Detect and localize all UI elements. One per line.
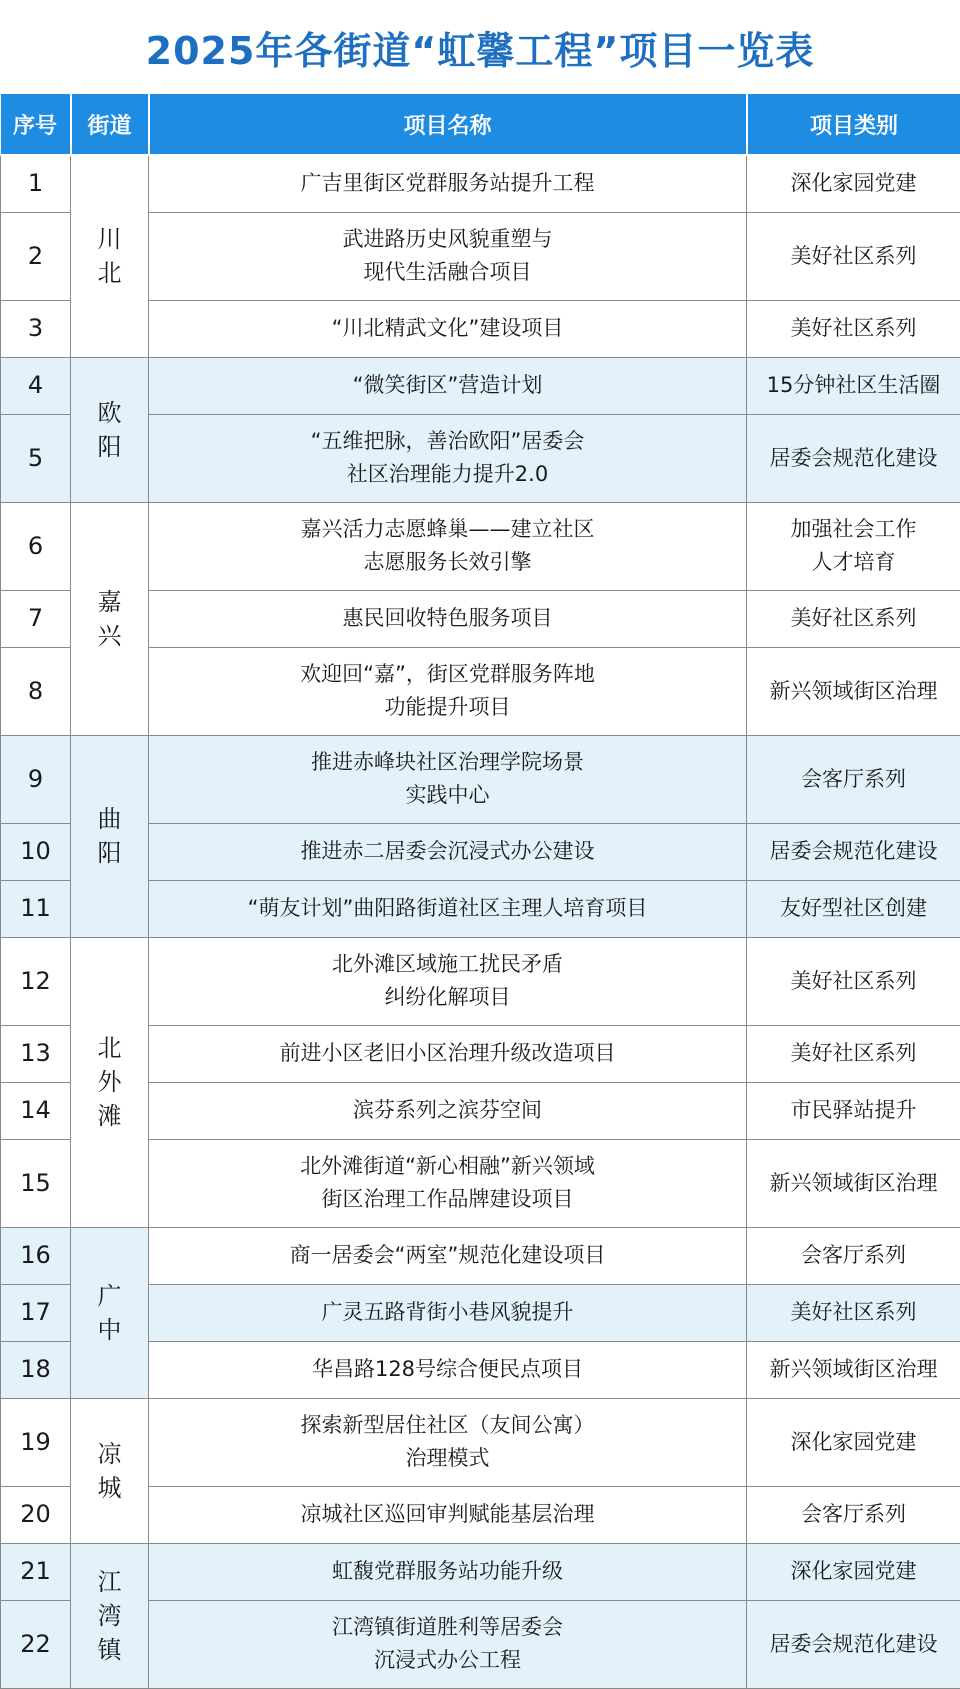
project-name-line: “微笑街区”营造计划 xyxy=(149,369,746,402)
page-title: 2025年各街道“虹馨工程”项目一览表 xyxy=(0,0,960,94)
project-category xyxy=(747,357,960,414)
project-category-line: 友好型社区创建 xyxy=(747,892,960,925)
project-name xyxy=(149,1025,747,1082)
row-number: 6 xyxy=(1,502,71,590)
project-name-line: “萌友计划”曲阳路街道社区主理人培育项目 xyxy=(149,892,746,925)
street-name xyxy=(71,1227,149,1398)
row-number: 9 xyxy=(1,735,71,823)
project-category-line: 加强社会工作 xyxy=(747,513,960,546)
project-name xyxy=(149,1486,747,1543)
project-category xyxy=(747,212,960,300)
street-name-char: 嘉 xyxy=(71,585,148,619)
row-number: 20 xyxy=(1,1486,71,1543)
project-category-line: 深化家园党建 xyxy=(747,1426,960,1459)
project-category-line: 会客厅系列 xyxy=(747,1498,960,1531)
project-category-line: 美好社区系列 xyxy=(747,1296,960,1329)
street-name xyxy=(71,1543,149,1688)
project-name-line: 北外滩街道“新心相融”新兴领域 xyxy=(149,1150,746,1183)
project-category xyxy=(747,1341,960,1398)
row-number: 13 xyxy=(1,1025,71,1082)
table-row xyxy=(1,1543,960,1600)
row-number: 14 xyxy=(1,1082,71,1139)
project-name-line: 功能提升项目 xyxy=(149,691,746,724)
project-category xyxy=(747,414,960,502)
project-category-line: 居委会规范化建设 xyxy=(747,835,960,868)
project-name xyxy=(149,823,747,880)
street-name-char: 兴 xyxy=(71,619,148,653)
project-name-line: 武进路历史风貌重塑与 xyxy=(149,223,746,256)
table-row xyxy=(1,735,960,823)
project-name xyxy=(149,1139,747,1227)
project-category xyxy=(747,590,960,647)
project-name-line: 社区治理能力提升2.0 xyxy=(149,458,746,491)
project-name-line: 沉浸式办公工程 xyxy=(149,1644,746,1677)
project-category xyxy=(747,502,960,590)
street-name-char: 北 xyxy=(71,1031,148,1065)
street-name xyxy=(71,1398,149,1543)
street-name-char: 阳 xyxy=(71,430,148,464)
project-name-line: 推进赤二居委会沉浸式办公建设 xyxy=(149,835,746,868)
project-name xyxy=(149,300,747,357)
street-name-char: 川 xyxy=(71,222,148,256)
street-name xyxy=(71,735,149,937)
row-number: 3 xyxy=(1,300,71,357)
project-category-line: 会客厅系列 xyxy=(747,763,960,796)
project-category xyxy=(747,1398,960,1486)
header-no: 序号 xyxy=(1,94,71,155)
project-name xyxy=(149,1082,747,1139)
project-category-line: 美好社区系列 xyxy=(747,965,960,998)
project-category xyxy=(747,735,960,823)
project-category-line: 美好社区系列 xyxy=(747,1037,960,1070)
project-name xyxy=(149,212,747,300)
project-name xyxy=(149,414,747,502)
street-name-char: 外 xyxy=(71,1065,148,1099)
project-name-line: 现代生活融合项目 xyxy=(149,256,746,289)
street-name xyxy=(71,357,149,502)
project-name-line: 街区治理工作品牌建设项目 xyxy=(149,1183,746,1216)
project-name-line: 治理模式 xyxy=(149,1442,746,1475)
street-name-char: 北 xyxy=(71,256,148,290)
street-name-char: 凉 xyxy=(71,1437,148,1471)
street-name-char: 滩 xyxy=(71,1099,148,1133)
project-category-line: 深化家园党建 xyxy=(747,1555,960,1588)
project-name xyxy=(149,1227,747,1284)
project-category-line: 新兴领域街区治理 xyxy=(747,1353,960,1386)
street-name-char: 曲 xyxy=(71,802,148,836)
row-number: 7 xyxy=(1,590,71,647)
project-name-line: 虹馥党群服务站功能升级 xyxy=(149,1555,746,1588)
project-category-line: 深化家园党建 xyxy=(747,167,960,200)
row-number: 15 xyxy=(1,1139,71,1227)
project-name-line: 北外滩区域施工扰民矛盾 xyxy=(149,948,746,981)
project-category-line: 美好社区系列 xyxy=(747,602,960,635)
project-name xyxy=(149,1543,747,1600)
street-name-char: 镇 xyxy=(71,1633,148,1667)
project-name xyxy=(149,1341,747,1398)
project-category xyxy=(747,1486,960,1543)
project-name xyxy=(149,1600,747,1688)
project-name xyxy=(149,502,747,590)
project-name-line: 华昌路128号综合便民点项目 xyxy=(149,1353,746,1386)
project-name xyxy=(149,1284,747,1341)
project-table xyxy=(0,94,960,1689)
project-category xyxy=(747,300,960,357)
project-name-line: 欢迎回“嘉”，街区党群服务阵地 xyxy=(149,658,746,691)
street-name-char: 广 xyxy=(71,1279,148,1313)
street-name-char: 城 xyxy=(71,1471,148,1505)
row-number: 8 xyxy=(1,647,71,735)
project-category-line: 新兴领域街区治理 xyxy=(747,1167,960,1200)
table-body xyxy=(1,155,960,1688)
project-name xyxy=(149,647,747,735)
project-name xyxy=(149,357,747,414)
project-category xyxy=(747,1284,960,1341)
table-row xyxy=(1,155,960,212)
row-number: 16 xyxy=(1,1227,71,1284)
row-number: 21 xyxy=(1,1543,71,1600)
project-name xyxy=(149,880,747,937)
project-name-line: 嘉兴活力志愿蜂巢——建立社区 xyxy=(149,513,746,546)
row-number: 11 xyxy=(1,880,71,937)
table-row xyxy=(1,357,960,414)
street-name-char: 江 xyxy=(71,1565,148,1599)
table-row xyxy=(1,502,960,590)
project-category xyxy=(747,1543,960,1600)
header-project-name: 项目名称 xyxy=(149,94,747,155)
project-name-line: 滨芬系列之滨芬空间 xyxy=(149,1094,746,1127)
project-name-line: 纠纷化解项目 xyxy=(149,981,746,1014)
row-number: 22 xyxy=(1,1600,71,1688)
project-category-line: 新兴领域街区治理 xyxy=(747,675,960,708)
row-number: 2 xyxy=(1,212,71,300)
row-number: 4 xyxy=(1,357,71,414)
project-name xyxy=(149,590,747,647)
project-category xyxy=(747,647,960,735)
table-row xyxy=(1,1398,960,1486)
project-category xyxy=(747,937,960,1025)
street-name xyxy=(71,502,149,735)
project-name-line: 惠民回收特色服务项目 xyxy=(149,602,746,635)
project-name-line: 广吉里街区党群服务站提升工程 xyxy=(149,167,746,200)
project-name-line: 江湾镇街道胜利等居委会 xyxy=(149,1611,746,1644)
street-name-char: 欧 xyxy=(71,396,148,430)
row-number: 17 xyxy=(1,1284,71,1341)
project-category-line: 美好社区系列 xyxy=(747,240,960,273)
project-name-line: 凉城社区巡回审判赋能基层治理 xyxy=(149,1498,746,1531)
project-category xyxy=(747,880,960,937)
project-category-line: 15分钟社区生活圈 xyxy=(747,369,960,402)
row-number: 1 xyxy=(1,155,71,212)
project-category xyxy=(747,1600,960,1688)
project-name-line: 前进小区老旧小区治理升级改造项目 xyxy=(149,1037,746,1070)
project-category-line: 人才培育 xyxy=(747,546,960,579)
row-number: 5 xyxy=(1,414,71,502)
table-row xyxy=(1,1227,960,1284)
project-name-line: 实践中心 xyxy=(149,779,746,812)
street-name xyxy=(71,155,149,357)
street-name-char: 湾 xyxy=(71,1599,148,1633)
project-category-line: 居委会规范化建设 xyxy=(747,442,960,475)
row-number: 12 xyxy=(1,937,71,1025)
street-name xyxy=(71,937,149,1227)
project-name-line: 志愿服务长效引擎 xyxy=(149,546,746,579)
project-category-line: 美好社区系列 xyxy=(747,312,960,345)
project-category xyxy=(747,823,960,880)
project-category-line: 市民驿站提升 xyxy=(747,1094,960,1127)
project-name xyxy=(149,155,747,212)
project-name-line: “五维把脉，善治欧阳”居委会 xyxy=(149,425,746,458)
street-name-char: 中 xyxy=(71,1313,148,1347)
project-name-line: “川北精武文化”建设项目 xyxy=(149,312,746,345)
project-name xyxy=(149,1398,747,1486)
project-name-line: 推进赤峰块社区治理学院场景 xyxy=(149,746,746,779)
project-name xyxy=(149,937,747,1025)
project-name-line: 探索新型居住社区（友间公寓） xyxy=(149,1409,746,1442)
project-name-line: 广灵五路背街小巷风貌提升 xyxy=(149,1296,746,1329)
project-category xyxy=(747,1227,960,1284)
project-name xyxy=(149,735,747,823)
row-number: 10 xyxy=(1,823,71,880)
project-category xyxy=(747,1139,960,1227)
project-category-line: 会客厅系列 xyxy=(747,1239,960,1272)
row-number: 19 xyxy=(1,1398,71,1486)
row-number: 18 xyxy=(1,1341,71,1398)
project-category xyxy=(747,155,960,212)
project-category xyxy=(747,1025,960,1082)
header-category: 项目类别 xyxy=(747,94,960,155)
table-row xyxy=(1,937,960,1025)
project-category xyxy=(747,1082,960,1139)
street-name-char: 阳 xyxy=(71,836,148,870)
table-header-row xyxy=(1,94,960,155)
project-name-line: 商一居委会“两室”规范化建设项目 xyxy=(149,1239,746,1272)
project-category-line: 居委会规范化建设 xyxy=(747,1628,960,1661)
header-street: 街道 xyxy=(71,94,149,155)
